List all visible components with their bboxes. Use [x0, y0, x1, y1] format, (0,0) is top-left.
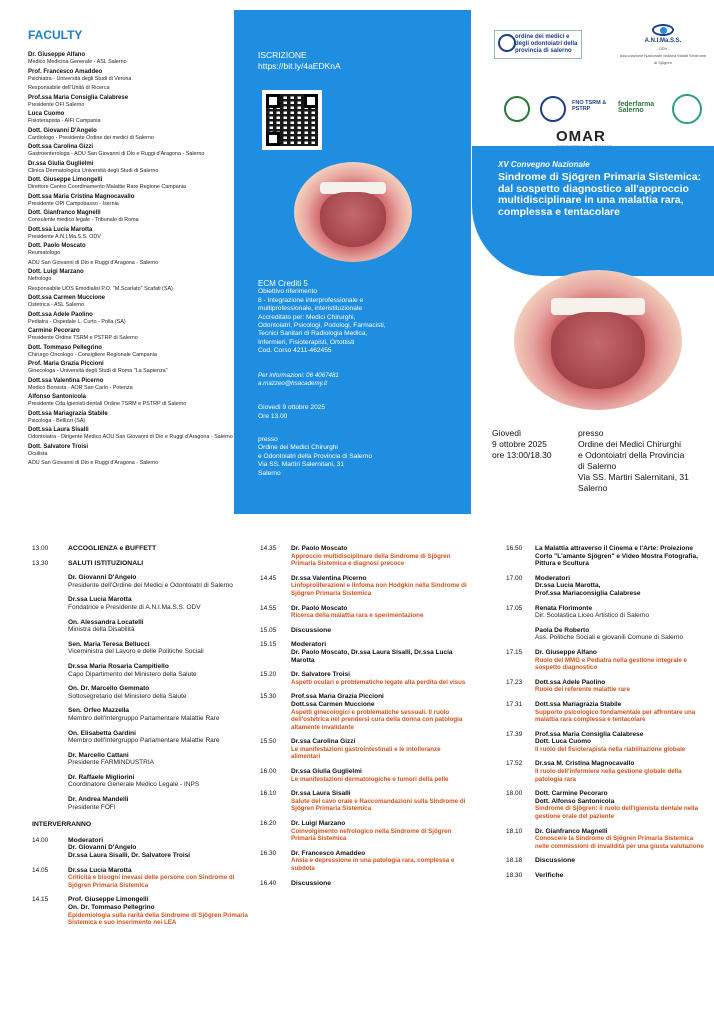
faculty-name: Dott. Gianfranco Magnelli [28, 210, 101, 216]
program-time: 14.35 [260, 545, 277, 552]
faculty-role: Direttore Centro Coordinamento Malattie Rare Regione Campania [28, 184, 186, 190]
cover-time: ore 13:00/18.30 [492, 450, 552, 460]
program-row [260, 641, 468, 664]
speaker-role: Prof.ssa Mariaconsiglia Calabrese [535, 589, 641, 597]
talk-topic: Aspetti oculari e problematiche legate alla perdita del visus [291, 678, 466, 686]
faculty-list [28, 52, 233, 467]
speaker-name: Prof. Giuseppe Limongelli [68, 896, 149, 904]
faculty-role: Gastroenterologa - AOU San Giovanni di Dio e Ruggi d'Aragona - Salerno [28, 151, 205, 157]
faculty-name: Dott. Luigi Marzano [28, 269, 84, 275]
faculty-name: Dr.ssa Giulia Guglielmi [28, 160, 94, 167]
faculty-role: Ostetrica - ASL Salerno [28, 302, 85, 308]
program-row [32, 619, 254, 634]
program-time: 16.10 [260, 790, 277, 798]
program-row [260, 768, 468, 783]
ecm-line: multiprofessionale, interistituzionale [258, 305, 363, 313]
speaker-name: Dr.ssa Lucia Marotta [68, 866, 132, 874]
program-heading: Discussione [535, 857, 576, 865]
speaker-name: Dr.ssa Lucia Marotta, [535, 582, 601, 590]
cover-venue [578, 428, 710, 494]
qr-code[interactable] [262, 90, 322, 150]
faculty-name: Dott.ssa Laura Sisalli [28, 427, 89, 433]
venue-line: di Salerno [578, 461, 617, 471]
speaker-name: Sen. Maria Teresa Bellucci [68, 640, 150, 648]
speaker-name: Sen. Orfeo Mazzella [68, 707, 130, 715]
program-heading: Moderatori [535, 574, 571, 582]
event-datetime [258, 403, 325, 421]
faculty-member [28, 361, 233, 375]
faculty-role: Presidente OFI Salerno [28, 101, 85, 108]
ecm-line: Obiettivo riferimento [258, 288, 317, 296]
fno-logo: FNO TSRM & PSTRP [572, 100, 607, 112]
faculty-name: Dott.ssa Lucia Marotta [28, 226, 93, 233]
talk-topic: Sindrome di Sjögren: il ruolo dell'igienista dentale nella gestione orale del paziente [535, 805, 699, 821]
faculty-role: Ginecologa - Università degli Studi di Roma "La Sapienza" [28, 368, 168, 374]
federfarma-logo: federfarma Salerno [618, 101, 655, 114]
program-time: 16.20 [260, 820, 277, 828]
animass-logo: A.N.I.Ma.S.S. - ODV - Associazione Nazionale Italiana Malati Sindrome di Sjögren [618, 24, 708, 66]
faculty-role: Presidente A.N.I.Ma.S.S. ODV [28, 233, 101, 240]
speaker-role: Membro dell'Intergruppo Parlamentare Malattie Rare [68, 737, 220, 745]
faculty-member [28, 177, 233, 191]
ecm-line: 8 - Integrazione interprofessionale e [258, 296, 364, 304]
regione-seal-icon [540, 96, 566, 122]
faculty-role: AOU San Giovanni di Dio e Ruggi d'Aragona - Salerno [28, 259, 159, 266]
speaker-name: Dr. Paolo Moscato [291, 545, 348, 552]
talk-topic: Salute del cavo orale e Raccomandazioni sulla Sindrome di Sjögren Primaria Sistemica [291, 797, 466, 813]
section-heading: INTERVERRANNO [32, 821, 92, 829]
faculty-member [28, 460, 233, 467]
faculty-role: Presidente Cda Igienisti dentali Ordine TSRM e PSTRP di Salerno [28, 401, 187, 407]
speaker-role: Sottosegretario del Ministero della Salute [68, 692, 187, 700]
faculty-name: Prof. Maria Grazia Piccioni [28, 361, 104, 367]
faculty-role: Chirurgo Oncologo - Consigliere Regionale Campania [28, 351, 157, 358]
faculty-role: Consulente medico legale - Tribunale di Roma [28, 217, 139, 223]
talk-topic: Aspetti ginecologici e problematiche sessuali. Il ruolo dell'ostetrica nel prendersi cura della donna con patologia altamente invalidante [291, 708, 463, 731]
cover-date [492, 428, 552, 461]
faculty-role: Responsabile dell'Unità di Ricerca [28, 85, 110, 91]
program-time: 16.40 [260, 879, 277, 887]
ecm-line: Cod. Corso 4211-462455 [258, 347, 332, 355]
program-column-1 [32, 545, 254, 934]
speaker-name: Dr. Raffaele Migliorini [68, 773, 135, 781]
registration-link[interactable]: https://bit.ly/4aEDKnA [258, 61, 341, 71]
speaker-role: Fondatrice e Presidente di A.N.I.Ma.S.S. ODV [68, 603, 201, 611]
speaker-role: Dr.ssa Laura Sisalli, Dr. Salvatore Troisi [68, 852, 191, 860]
program-time: 14.05 [32, 866, 49, 874]
talk-topic: Ruolo del referente malattie rare [535, 686, 630, 694]
omceo-logo: ordine dei medici e degli odontoiatri della provincia di salerno [494, 30, 582, 59]
program-row [260, 880, 468, 888]
program-row [32, 641, 254, 656]
program-time: 16.00 [260, 768, 277, 776]
title-banner [472, 146, 714, 276]
speaker-name: Dr.ssa Maria Rosaria Campitiello [68, 662, 169, 670]
program-row [32, 707, 254, 722]
program-row [32, 752, 254, 767]
faculty-member [28, 144, 233, 158]
faculty-name: Dott. Giuseppe Limongelli [28, 177, 103, 183]
speaker-role: Viceministra del Lavoro e delle Politiche Sociali [68, 648, 204, 656]
faculty-role: Odontoiatra - Dirigente Medico AOU San Giovanni di Dio e Ruggi d'Aragona - Salerno [28, 434, 233, 440]
speaker-name: Dott.ssa Adele Paolino [535, 678, 606, 686]
ecm-line: Infermieri, Fisioterapisti, Ortottisti [258, 338, 355, 346]
faculty-member [28, 243, 233, 257]
mouth-photo [294, 162, 412, 262]
program-row [260, 545, 468, 568]
speaker-name: Renata Florimonte [535, 604, 593, 612]
program-heading: Verifiche [535, 872, 564, 879]
venue-presso: presso [258, 436, 278, 443]
program-row [506, 545, 706, 568]
faculty-column [28, 28, 233, 470]
program-heading: Moderatori [291, 641, 327, 649]
faculty-role: Clinica Dermatologica Università degli Studi di Salerno [28, 167, 159, 174]
faculty-name: Dott.ssa Adele Paolino [28, 311, 93, 318]
event-date: Giovedì 9 ottobre 2025 [258, 404, 326, 411]
program-row [506, 627, 706, 642]
cover-day: Giovedì [492, 428, 522, 438]
speaker-name: Dr. Andrea Mandelli [68, 796, 129, 804]
program-time: 15.30 [260, 693, 277, 701]
talk-topic: Le manifestazioni gastrointestinali e le intolleranze alimentari [291, 745, 441, 761]
faculty-role: Medico Medicina Generale - ASL Salerno [28, 59, 127, 65]
speaker-name: La Malattia attraverso il Cinema e l'Arte: Proiezione Corto "L'amante Sjögren" e Video Mostra Fotografia, Pittura e Scultura [535, 545, 698, 568]
program-column-2 [260, 545, 468, 894]
program-time: 15.05 [260, 626, 277, 634]
event-time: Ore 13.00 [258, 413, 288, 420]
speaker-name: Prof.ssa Maria Consiglia Calabrese [535, 730, 644, 738]
faculty-role: Presidente Ordine TSRM e PSTRP di Salerno [28, 335, 138, 341]
venue-line: Ordine dei Medici Chirurghi [258, 444, 338, 452]
faculty-member [28, 52, 233, 66]
faculty-member [28, 286, 233, 293]
venue-line: Salerno [578, 483, 608, 493]
program-time: 17.05 [506, 604, 523, 612]
speaker-name: Dr.ssa Laura Sisalli [291, 790, 351, 798]
speaker-role: Membro dell'Intergruppo Parlamentare Malattie Rare [68, 714, 220, 722]
speaker-name: Dr. Francesco Amaddeo [291, 849, 366, 857]
program-row [32, 545, 254, 553]
comune-seal-icon [504, 96, 530, 122]
talk-topic: Le manifestazioni dermatologiche e tumori della pelle [291, 775, 449, 783]
faculty-name: Prof. Francesco Amaddeo [28, 68, 103, 75]
cover-panel [472, 10, 714, 514]
cover-date-text: 9 ottobre 2025 [492, 439, 547, 449]
program-heading: Discussione [291, 879, 332, 887]
faculty-name: Dott.ssa Valentina Picerno [28, 377, 104, 384]
faculty-member [28, 95, 233, 109]
program-row [32, 730, 254, 745]
faculty-name: Alfonso Santonicola [28, 394, 87, 400]
faculty-member [28, 69, 233, 83]
program-time: 13.00 [32, 545, 49, 552]
speaker-role: Dir. Scolastica Liceo Artistico di Salerno [535, 612, 650, 620]
faculty-member [28, 111, 233, 125]
program-time: 17.39 [506, 730, 523, 738]
speaker-role: Dott. Alfonso Santonicola [535, 797, 615, 805]
faculty-name: Dott.ssa Mariagrazia Stabile [28, 410, 108, 417]
talk-topic: Il ruolo del fisioterapista nella riabilitazione globale [535, 745, 686, 753]
speaker-name: Prof.ssa Maria Grazia Piccioni [291, 693, 384, 701]
speaker-name: Dr. Paolo Moscato [291, 604, 348, 612]
speaker-name: Paola De Roberto [535, 626, 590, 634]
faculty-name: Dott. Giovanni D'Angelo [28, 127, 97, 134]
talk-topic: Ansia e depressione in una patologia rara, complessa e subdola [291, 857, 455, 872]
faculty-role: Cardiologo - Presidente Ordine dei medici di Salerno [28, 134, 154, 141]
program-heading: Discussione [291, 626, 332, 634]
program-time: 16.30 [260, 849, 277, 857]
program-row [260, 575, 468, 598]
program-time: 15.20 [260, 671, 277, 679]
speaker-name: Dr.ssa M. Cristina Magnocavallo [535, 760, 635, 768]
speaker-name: Dr. Salvatore Troisi [291, 671, 350, 679]
program-row [260, 820, 468, 843]
program-time: 15.15 [260, 641, 277, 649]
ecm-line: Accreditato per: Medici Chirurghi, [258, 313, 356, 321]
faculty-name: Dott. Salvatore Troisi [28, 443, 89, 450]
faculty-role: Oculista [28, 450, 48, 457]
program-row [506, 649, 706, 672]
speaker-role: Ministra della Disabilità [68, 626, 135, 634]
talk-topic: Conoscere la Sindrome di Sjögren Primaria Sistemica nelle commissioni di invalidità per una giusta valutazione [535, 835, 704, 850]
program-row [32, 560, 254, 568]
program-row [260, 671, 468, 686]
program-row [32, 896, 254, 926]
program-row [260, 790, 468, 813]
faculty-member [28, 295, 233, 309]
faculty-role: AOU San Giovanni di Dio e Ruggi d'Aragona - Salerno [28, 460, 159, 466]
program-row [506, 857, 706, 865]
faculty-member [28, 427, 233, 441]
speaker-role: On. Dr. Tommaso Pellegrino [68, 904, 155, 911]
talk-topic: Ruolo del MMG e Pediatra nella gestione integrale e sospetto diagnostico [535, 656, 687, 672]
registration-block [258, 50, 341, 72]
program-row [32, 837, 254, 860]
ecm-block [258, 280, 468, 356]
faculty-member [28, 161, 233, 175]
program-column-3 [506, 545, 706, 887]
faculty-role: Medico Borsista - AOR San Carlo - Potenza [28, 384, 133, 391]
network-logo-icon [672, 94, 702, 124]
faculty-member [28, 394, 233, 408]
omar-logo: OMAR [556, 128, 606, 145]
program-row [260, 738, 468, 761]
faculty-title: FACULTY [28, 28, 83, 42]
speaker-name: Dr.ssa Carolina Gizzi [291, 738, 356, 746]
contact-phone: Per informazioni: 06 4067481 [258, 372, 339, 379]
venue-block [258, 436, 458, 478]
program-row [506, 605, 706, 620]
program-row [506, 872, 706, 880]
program-row [506, 828, 706, 851]
speaker-name: Dr. Marcello Cattani [68, 751, 129, 759]
program-time: 16.50 [506, 545, 523, 552]
program-row [506, 679, 706, 694]
program-time: 17.00 [506, 574, 523, 582]
faculty-role: Responsabile UOS Emodialisi P.O. "M.Scarlato" Scafati (SA) [28, 285, 173, 292]
program-row [506, 575, 706, 598]
speaker-name: On. Alessandra Locatelli [68, 618, 144, 626]
speaker-role: Presidente FOFI [68, 803, 116, 811]
program-row [260, 605, 468, 620]
program-heading: ACCOGLIENZA e BUFFETT [68, 545, 157, 552]
faculty-role: Pediatra - Ospedale L. Curto - Polla (SA) [28, 318, 126, 325]
speaker-name: Dr. Paolo Moscato, Dr.ssa Laura Sisalli, Dr.ssa Lucia Marotta [291, 648, 453, 664]
program-heading: Moderatori [68, 836, 104, 844]
faculty-member [28, 269, 233, 283]
speaker-role: Capo Dipartimento del Ministero della Salute [68, 670, 197, 678]
contact-email[interactable]: a.mazzeo@hsacademy.it [258, 380, 328, 387]
eye-icon [652, 24, 674, 36]
speaker-name: Dr.ssa Lucia Marotta [68, 596, 132, 604]
program-heading: SALUTI ISTITUZIONALI [68, 559, 144, 567]
talk-topic: Coinvolgimento nefrologico nella Sindrome di Sjögren Primaria Sistemica [291, 827, 452, 843]
faculty-name: Dott. Paolo Moscato [28, 243, 86, 249]
faculty-member [28, 378, 233, 392]
faculty-member [28, 128, 233, 142]
program-row [32, 774, 254, 789]
program-row [260, 693, 468, 731]
talk-topic: Il ruolo dell'infermiere nella gestione globale della patologia rara [535, 768, 682, 783]
faculty-role: Nefrologo [28, 276, 52, 282]
venue-line: Via SS. Martiri Salernitani, 31 [578, 472, 689, 482]
program-time: 18.30 [506, 872, 523, 879]
faculty-member [28, 411, 233, 425]
program-row [260, 850, 468, 873]
speaker-name: On. Elisabetta Gardini [68, 729, 136, 737]
program-time: 13.30 [32, 559, 49, 567]
faculty-member [28, 85, 233, 92]
faculty-role: Fisioterapista - AIFI Campania [28, 118, 101, 124]
talk-topic: Ricerca della malattia rara e sperimentazione [291, 612, 424, 620]
program-time: 17.31 [506, 700, 523, 708]
program-row [32, 867, 254, 890]
program-row [506, 731, 706, 754]
program-row [32, 596, 254, 611]
speaker-name: Dr. Gianfranco Magnelli [535, 827, 608, 835]
registration-label: ISCRIZIONE [258, 50, 307, 60]
speaker-name: Dott. Carmine Pecoraro [535, 790, 608, 798]
venue-line: Salerno [258, 469, 281, 477]
program-row [32, 796, 254, 811]
talk-topic: Supporto psicologico fondamentale per affrontare una malattia rara complessa e tentacolare [535, 708, 696, 724]
program-row [260, 627, 468, 635]
venue-presso: presso [578, 428, 604, 438]
faculty-member [28, 444, 233, 458]
program-time: 15.50 [260, 738, 277, 746]
speaker-name: Dott.ssa Mariagrazia Stabile [535, 700, 622, 708]
speaker-name: Dr.ssa Valentina Picerno [291, 574, 367, 582]
program-time: 14.45 [260, 574, 277, 582]
faculty-role: Reumatologo [28, 250, 61, 256]
program-row [506, 790, 706, 820]
program-time: 17.23 [506, 678, 523, 686]
talk-topic: Approccio multidisciplinare della Sindrome di Sjögren Primaria Sistemica e diagnosi precoce [291, 552, 451, 568]
talk-topic: Epidemiologia sulla rarità della Sindrome di Sjögren Primaria Sistemica e suo inserimento nei LEA [68, 911, 248, 927]
ecm-credits: ECM Crediti 5 [258, 279, 308, 288]
venue-line: e Odontoiatri della Provincia [578, 450, 685, 460]
faculty-member [28, 260, 233, 267]
faculty-role: Psichiatra - Università degli Studi di Verona [28, 75, 132, 82]
program-time: 17.52 [506, 760, 523, 768]
faculty-member [28, 345, 233, 359]
faculty-name: Carmine Pecoraro [28, 328, 80, 334]
faculty-name: Luca Cuomo [28, 111, 65, 117]
program-time: 18.18 [506, 857, 523, 865]
program-time: 18.00 [506, 790, 523, 798]
faculty-member [28, 194, 233, 208]
talk-topic: Criticità e bisogni inevasi delle persone con Sindrome di Sjögren Primaria Sistemica [68, 874, 235, 889]
speaker-role: Presidente dell'Ordine dei Medici e Odontoiatri di Salerno [68, 581, 233, 589]
speaker-name: Dr.ssa Giulia Guglielmi [291, 768, 362, 776]
program-row [32, 685, 254, 700]
faculty-name: Dott.ssa Maria Cristina Magnocavallo [28, 193, 135, 200]
speaker-role: Dott. Luca Cuomo [535, 738, 591, 746]
faculty-role: Presidente OPI Campobasso - Isernia [28, 200, 119, 207]
program-time: 14.55 [260, 604, 277, 612]
program-row [506, 760, 706, 783]
speaker-name: Dr. Giovanni D'Angelo [68, 574, 137, 582]
event-title: Sindrome di Sjögren Primaria Sistemica: dal sospetto diagnostico all'approccio multidisciplinare in una malattia rara, complessa e tentacolare [498, 171, 702, 218]
faculty-name: Dott. Tommaso Pellegrino [28, 344, 102, 351]
faculty-member [28, 210, 233, 224]
faculty-name: Prof.ssa Maria Consiglia Calabrese [28, 94, 129, 101]
venue-line: Via SS. Martiri Salernitani, 31 [258, 461, 345, 469]
speaker-role: Coordinatore Generale Medico Legale - INPS [68, 781, 200, 789]
program-time: 14.00 [32, 836, 49, 844]
ecm-line: Odontoiatri, Psicologi, Podologi, Farmacisti, [258, 322, 386, 330]
ecm-line: Tecnici Sanitari di Radiologia Medica, [258, 330, 368, 338]
program-row [32, 574, 254, 589]
faculty-member [28, 312, 233, 326]
program-time: 18.10 [506, 827, 523, 835]
speaker-role: Ass. Politiche Sociali e giovanili Comune di Salerno [535, 634, 684, 642]
speaker-name: Dr. Giuseppe Alfano [535, 648, 597, 656]
faculty-member [28, 328, 233, 342]
faculty-name: Dr. Giuseppe Alfano [28, 52, 86, 58]
info-panel [234, 10, 471, 514]
speaker-name: Dr. Giovanni D'Angelo [68, 844, 137, 852]
program-row [32, 663, 254, 678]
program-time: 17.15 [506, 648, 523, 656]
program-time: 14.15 [32, 896, 49, 904]
talk-topic: Linfoproliferazioni e linfoma non Hodgkin nella Sindrome di Sjögren Primaria Sistemica [291, 582, 467, 597]
faculty-name: Dott.ssa Carmen Muccione [28, 295, 106, 301]
faculty-name: Dott.ssa Carolina Gizzi [28, 144, 94, 150]
convegno-label: XV Convegno Nazionale [498, 160, 590, 169]
speaker-name: Dr. Luigi Marzano [291, 820, 346, 828]
speaker-role: Presidente FARMINDUSTRIA [68, 759, 154, 767]
venue-line: e Odontoiatri della Provincia di Salerno [258, 452, 372, 460]
mouth-photo-large [514, 270, 682, 410]
venue-line: Ordine dei Medici Chirurghi [578, 439, 681, 449]
faculty-member [28, 227, 233, 241]
speaker-role: Dott.ssa Carmen Muccione [291, 700, 375, 708]
speaker-name: On. Dr. Marcello Gemmato [68, 685, 150, 693]
faculty-role: Psicologa - Bellizzi (SA) [28, 417, 86, 424]
contact-info [258, 372, 339, 388]
program-row [506, 701, 706, 724]
